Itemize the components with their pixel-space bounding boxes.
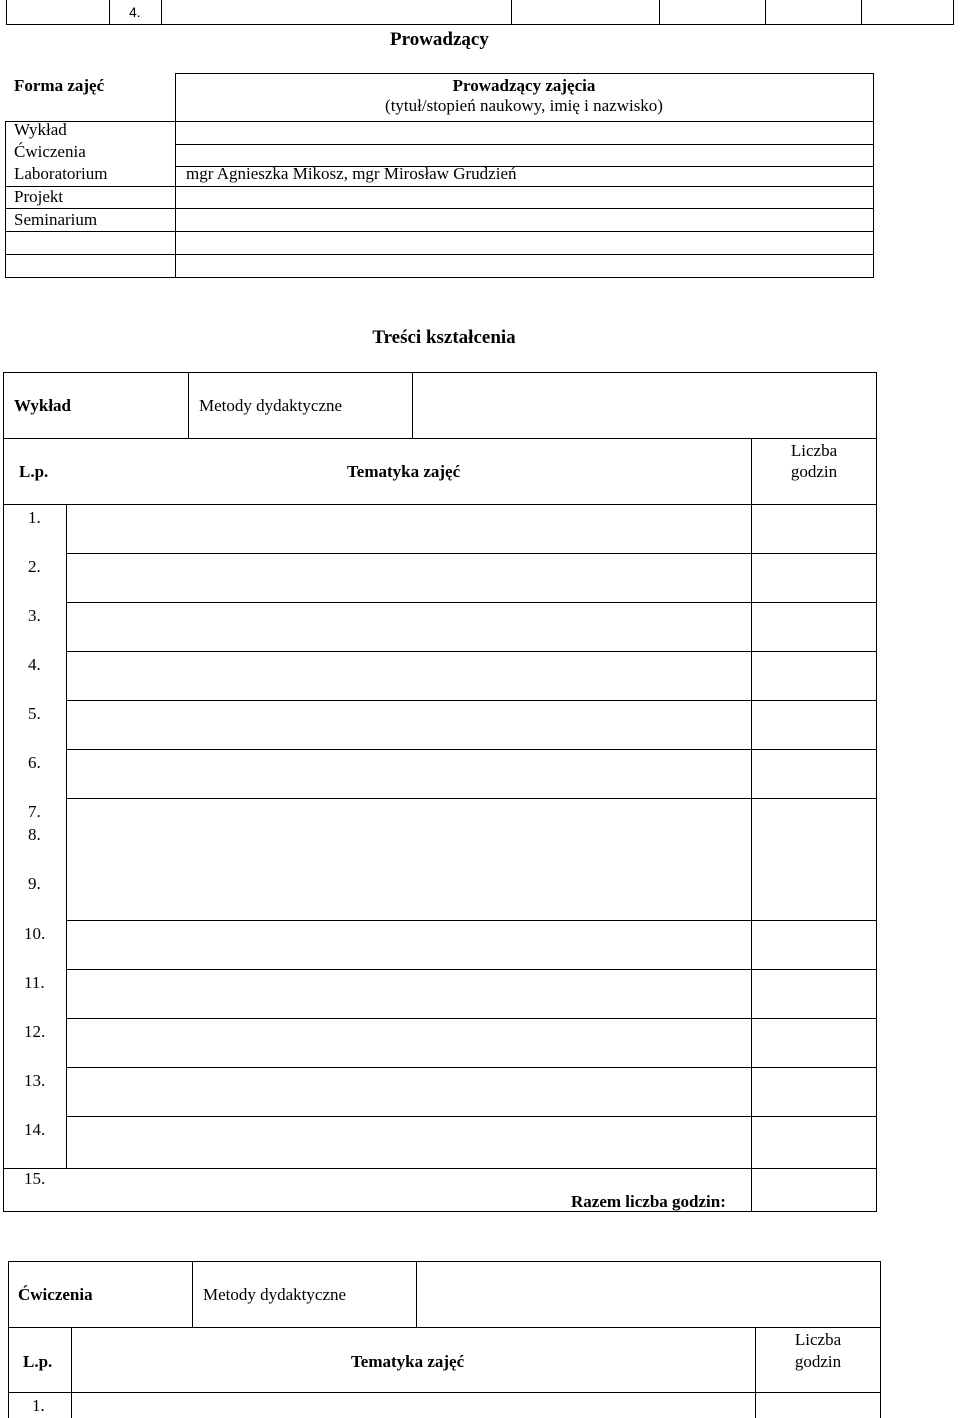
- wyklad-total-label: Razem liczba godzin:: [571, 1192, 726, 1211]
- cwiczenia-form-label: Ćwiczenia: [18, 1285, 93, 1304]
- top-strip-row-number: 4.: [129, 4, 141, 20]
- wyklad-row-5: 5.: [28, 704, 41, 723]
- prowadzacy-zajecia-subheader: (tytuł/stopień naukowy, imię i nazwisko): [385, 96, 663, 115]
- wyklad-col-tematyka: Tematyka zajęć: [347, 462, 461, 481]
- form-wyklad: Wykład: [14, 120, 67, 139]
- wyklad-form-label: Wykład: [14, 396, 72, 415]
- lecturers-laboratorium: mgr Agnieszka Mikosz, mgr Mirosław Grudzień: [186, 164, 517, 183]
- cwiczenia-row-1: 1.: [32, 1396, 45, 1415]
- wyklad-col-lp: L.p.: [19, 462, 49, 481]
- cwiczenia-methods-label: Metody dydaktyczne: [203, 1285, 347, 1304]
- wyklad-row-9: 9.: [28, 874, 41, 893]
- wyklad-methods-label: Metody dydaktyczne: [199, 396, 343, 415]
- wyklad-table: [3, 372, 877, 1212]
- wyklad-row-7: 7.: [28, 802, 41, 821]
- form-cwiczenia: Ćwiczenia: [14, 142, 86, 161]
- prowadzacy-title: Prowadzący: [390, 29, 489, 50]
- cwiczenia-col-hours-2: godzin: [794, 1352, 842, 1371]
- wyklad-row-14: 14.: [24, 1120, 46, 1139]
- forma-zajec-header: Forma zajęć: [14, 76, 105, 95]
- cwiczenia-col-hours-1: Liczba: [794, 1330, 842, 1349]
- wyklad-row-11: 11.: [24, 973, 45, 992]
- wyklad-col-hours-2: godzin: [790, 462, 838, 481]
- wyklad-row-4: 4.: [28, 655, 41, 674]
- wyklad-row-12: 12.: [24, 1022, 46, 1041]
- top-strip-row: [6, 0, 954, 25]
- form-projekt: Projekt: [14, 187, 64, 206]
- wyklad-row-13: 13.: [24, 1071, 46, 1090]
- wyklad-row-8: 8.: [28, 825, 41, 844]
- wyklad-row-10: 10.: [24, 924, 46, 943]
- cwiczenia-col-lp: L.p.: [23, 1352, 53, 1371]
- prowadzacy-zajecia-header: Prowadzący zajęcia: [452, 76, 596, 95]
- wyklad-row-3: 3.: [28, 606, 41, 625]
- wyklad-row-1: 1.: [28, 508, 41, 527]
- cwiczenia-table: [8, 1261, 881, 1418]
- wyklad-row-2: 2.: [28, 557, 41, 576]
- tresci-title: Treści kształcenia: [372, 327, 516, 348]
- wyklad-col-hours-1: Liczba: [790, 441, 838, 460]
- wyklad-row-15: 15.: [24, 1169, 46, 1188]
- cwiczenia-col-tematyka: Tematyka zajęć: [351, 1352, 465, 1371]
- wyklad-row-6: 6.: [28, 753, 41, 772]
- form-laboratorium: Laboratorium: [14, 164, 108, 183]
- form-seminarium: Seminarium: [14, 210, 98, 229]
